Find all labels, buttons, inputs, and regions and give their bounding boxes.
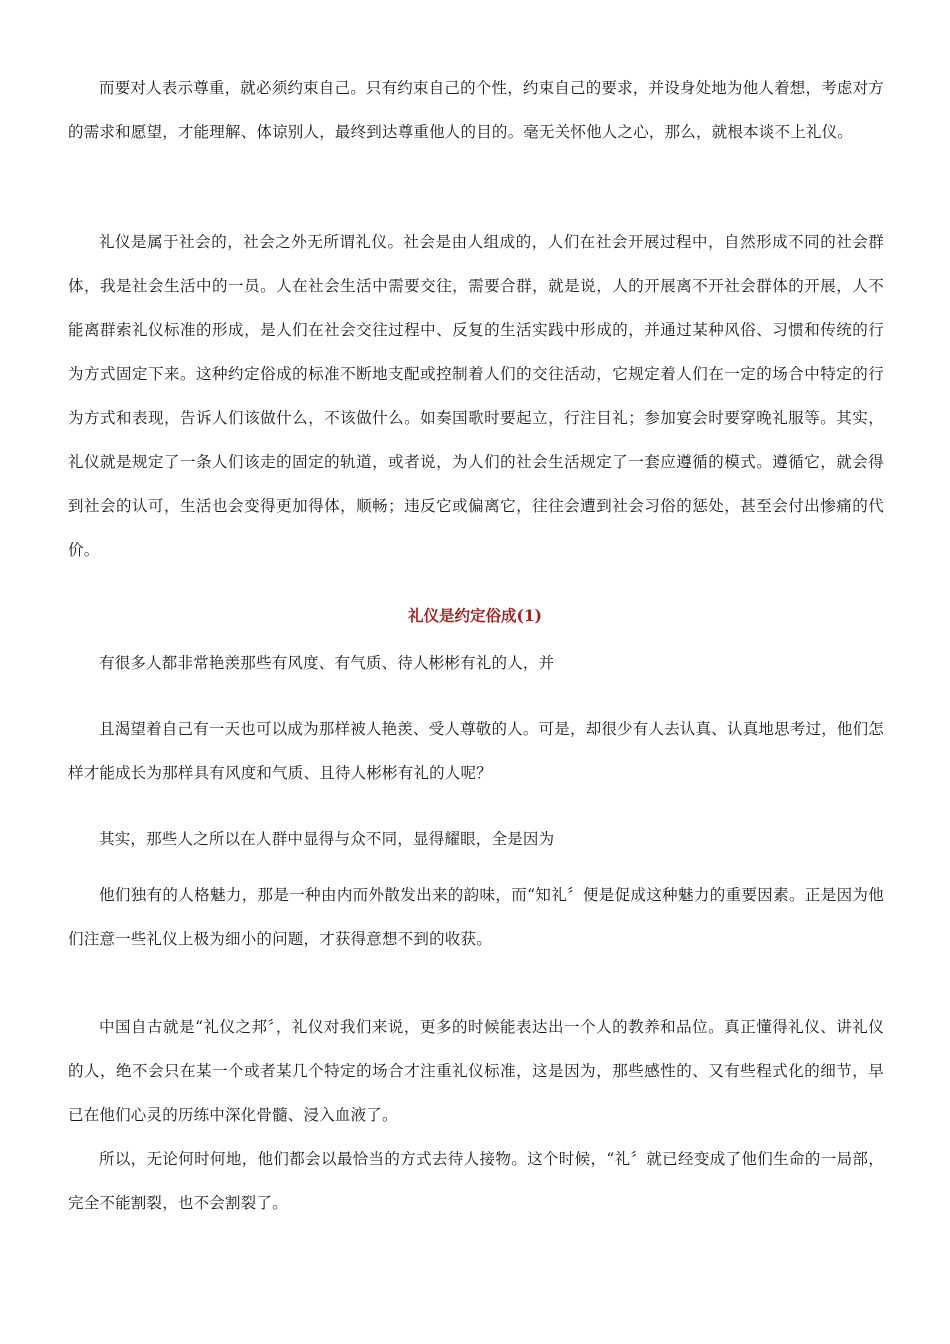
paragraph-in-fact: 其实，那些人之所以在人群中显得与众不同，显得耀眼，全是因为 xyxy=(99,830,555,848)
paragraph-china-etiquette: 中国自古就是“礼仪之邦〞，礼仪对我们来说，更多的时候能表达出一个人的教养和品位。真正懂得礼仪、讲礼仪的人，绝不会只在某一个或者某几个特定的场合才注重礼仪标准，这是因为，那些感性的、又有些程式化的细节，早已在他们心灵的历练中深化骨髓、浸入血液了。 xyxy=(68,1018,884,1124)
section-heading: 礼仪是约定俗成(1) xyxy=(408,606,542,625)
paragraph-etiquette-society: 礼仪是属于社会的，社会之外无所谓礼仪。社会是由人组成的，人们在社会开展过程中，自然形成不同的社会群体，我是社会生活中的一员。人在社会生活中需要交往，需要合群，就是说，人的开展离不开社会群体的开展，人不能离群索礼仪标准的形成，是人们在社会交往过程中、反复的生活实践中形成的，并通过某种风俗、习惯和传统的行为方式固定下来。这种约定俗成的标准不断地支配或控制着人们的交往活动，它规定着人们在一定的场合中特定的行为方式和表现，告诉人们该做什么，不该做什么。如奏国歌时要起立，行注目礼；参加宴会时要穿晚礼服等。其实，礼仪就是规定了一条人们该走的固定的轨道，或者说，为人们的社会生活规定了一套应遵循的模式。遵循它，就会得到社会的认可，生活也会变得更加得体，顺畅；违反它或偏离它，往往会遭到社会习俗的惩处，甚至会付出惨痛的代价。 xyxy=(68,233,884,559)
paragraph-charm: 他们独有的人格魅力，那是一种由内而外散发出来的韵味，而“知礼〞便是促成这种魅力的重要因素。正是因为他们注意一些礼仪上极为细小的问题，才获得意想不到的收获。 xyxy=(68,886,884,948)
paragraph-respect: 而要对人表示尊重，就必须约束自己。只有约束自己的个性，约束自己的要求，并设身处地为他人着想，考虑对方的需求和愿望，才能理解、体谅别人，最终到达尊重他人的目的。毫无关怀他人之心，那么，就根本谈不上礼仪。 xyxy=(68,79,885,141)
paragraph-admire: 有很多人都非常艳羡那些有风度、有气质、待人彬彬有礼的人，并 xyxy=(99,654,555,672)
paragraph-aspire: 且渴望着自己有一天也可以成为那样被人艳羡、受人尊敬的人。可是，却很少有人去认真、认真地思考过，他们怎样才能成长为那样具有风度和气质、且待人彬彬有礼的人呢？ xyxy=(68,720,885,782)
paragraph-conclusion: 所以，无论何时何地，他们都会以最恰当的方式去待人接物。这个时候，“礼〞就已经变成了他们生命的一局部，完全不能割裂，也不会割裂了。 xyxy=(68,1150,884,1212)
